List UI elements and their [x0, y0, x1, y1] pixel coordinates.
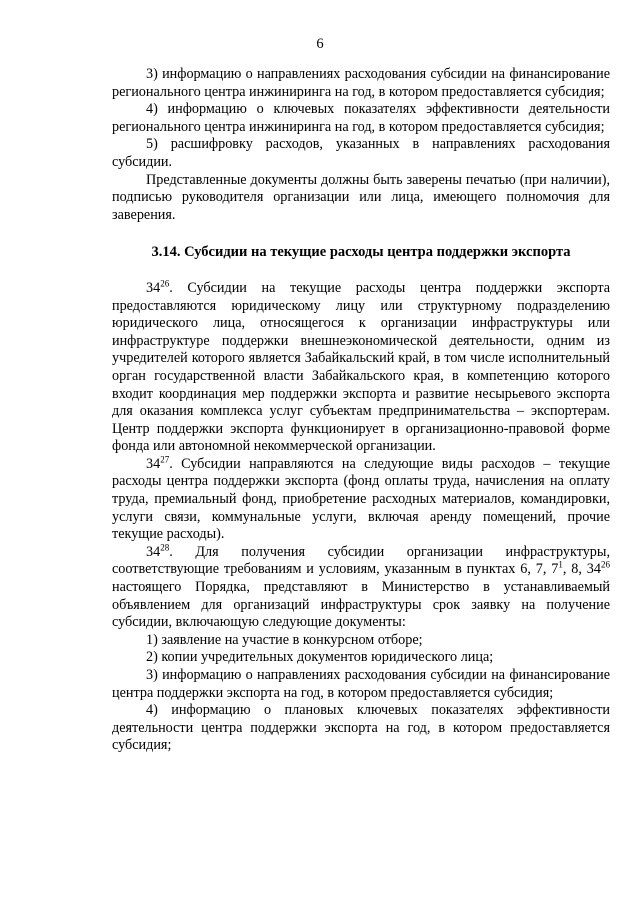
- paragraph-number-superscript: 28: [160, 542, 170, 553]
- paragraph-number: 34: [146, 279, 161, 296]
- paragraph-number: 34: [146, 455, 161, 472]
- paragraph-34-28: [112, 544, 610, 632]
- reference-superscript: 1: [558, 559, 563, 570]
- page-number: 6: [316, 36, 324, 52]
- paragraph-text: . Для получения субсидии организации инфраструктуры, соответствующие требованиям и условиям, указанным в пунктах 6, 7, 7: [112, 543, 610, 578]
- certification-paragraph: Представленные документы должны быть заверены печатью (при наличии), подписью руководителя организации или лица, имеющего полномочия для заверения.: [112, 171, 610, 223]
- list-item: 3) информацию о направлениях расходования субсидии на финансирование регионального центра инжиниринга на год, в котором предоставляется субсидия;: [112, 66, 610, 100]
- paragraph-text: . Субсидии на текущие расходы центра поддержки экспорта предоставляются юридическому лицу или структурному подразделению юридического лица, относящегося к организации инфраструктуры или инфраструктуре поддержки внешнеэкономической деятельности, одним из учредителей которого является Забайкальский край, в том числе исполнительный орган государственной власти Забайкальского края, в компетенцию которого входит координация мер поддержки экспорта и развитие несырьевого экспорта для оказания комплекса услуг субъектам предпринимательства – экспортерам. Центр поддержки экспорта функционирует в организационно-правовой форме фонда или автономной некоммерческой организации.: [112, 279, 610, 455]
- paragraph-text: , 8, 34: [562, 561, 601, 578]
- list-item: 5) расшифровку расходов, указанных в направлениях расходования субсидии.: [112, 136, 610, 170]
- section-heading: 3.14. Субсидии на текущие расходы центра поддержки экспорта: [151, 244, 571, 261]
- list-item: 4) информацию о плановых ключевых показателях эффективности деятельности центра поддержки экспорта на год, в котором предоставляется субсидия;: [112, 702, 610, 754]
- paragraph-text: . Субсидии направляются на следующие виды расходов – текущие расходы центра поддержки экспорта (фонд оплаты труда, начисления на оплату труда, премиальный фонд, приобретение расходных материалов, командировки, услуги связи, коммунальные услуги, включая аренду помещений, прочие текущие расходы).: [112, 455, 610, 543]
- paragraph-number: 34: [146, 543, 161, 560]
- document-body: [112, 66, 610, 755]
- paragraph-number-superscript: 27: [160, 454, 170, 465]
- list-item: 2) копии учредительных документов юридического лица;: [146, 649, 494, 666]
- paragraph-34-26: [112, 280, 610, 456]
- reference-superscript: 26: [601, 559, 610, 570]
- list-item: 4) информацию о ключевых показателях эффективности деятельности регионального центра инжиниринга на год, в котором предоставляется субсидия;: [112, 101, 610, 135]
- paragraph-number-superscript: 26: [160, 278, 170, 289]
- paragraph-34-27: [112, 456, 610, 544]
- list-item: 3) информацию о направлениях расходования субсидии на финансирование центра поддержки экспорта на год, в котором предоставляется субсидия;: [112, 667, 610, 701]
- paragraph-text: настоящего Порядка, представляют в Министерство в устанавливаемый объявлением для организаций инфраструктуры срок заявку на получение субсидии, включающую следующие документы:: [112, 579, 610, 631]
- list-item: 1) заявление на участие в конкурсном отборе;: [146, 631, 423, 648]
